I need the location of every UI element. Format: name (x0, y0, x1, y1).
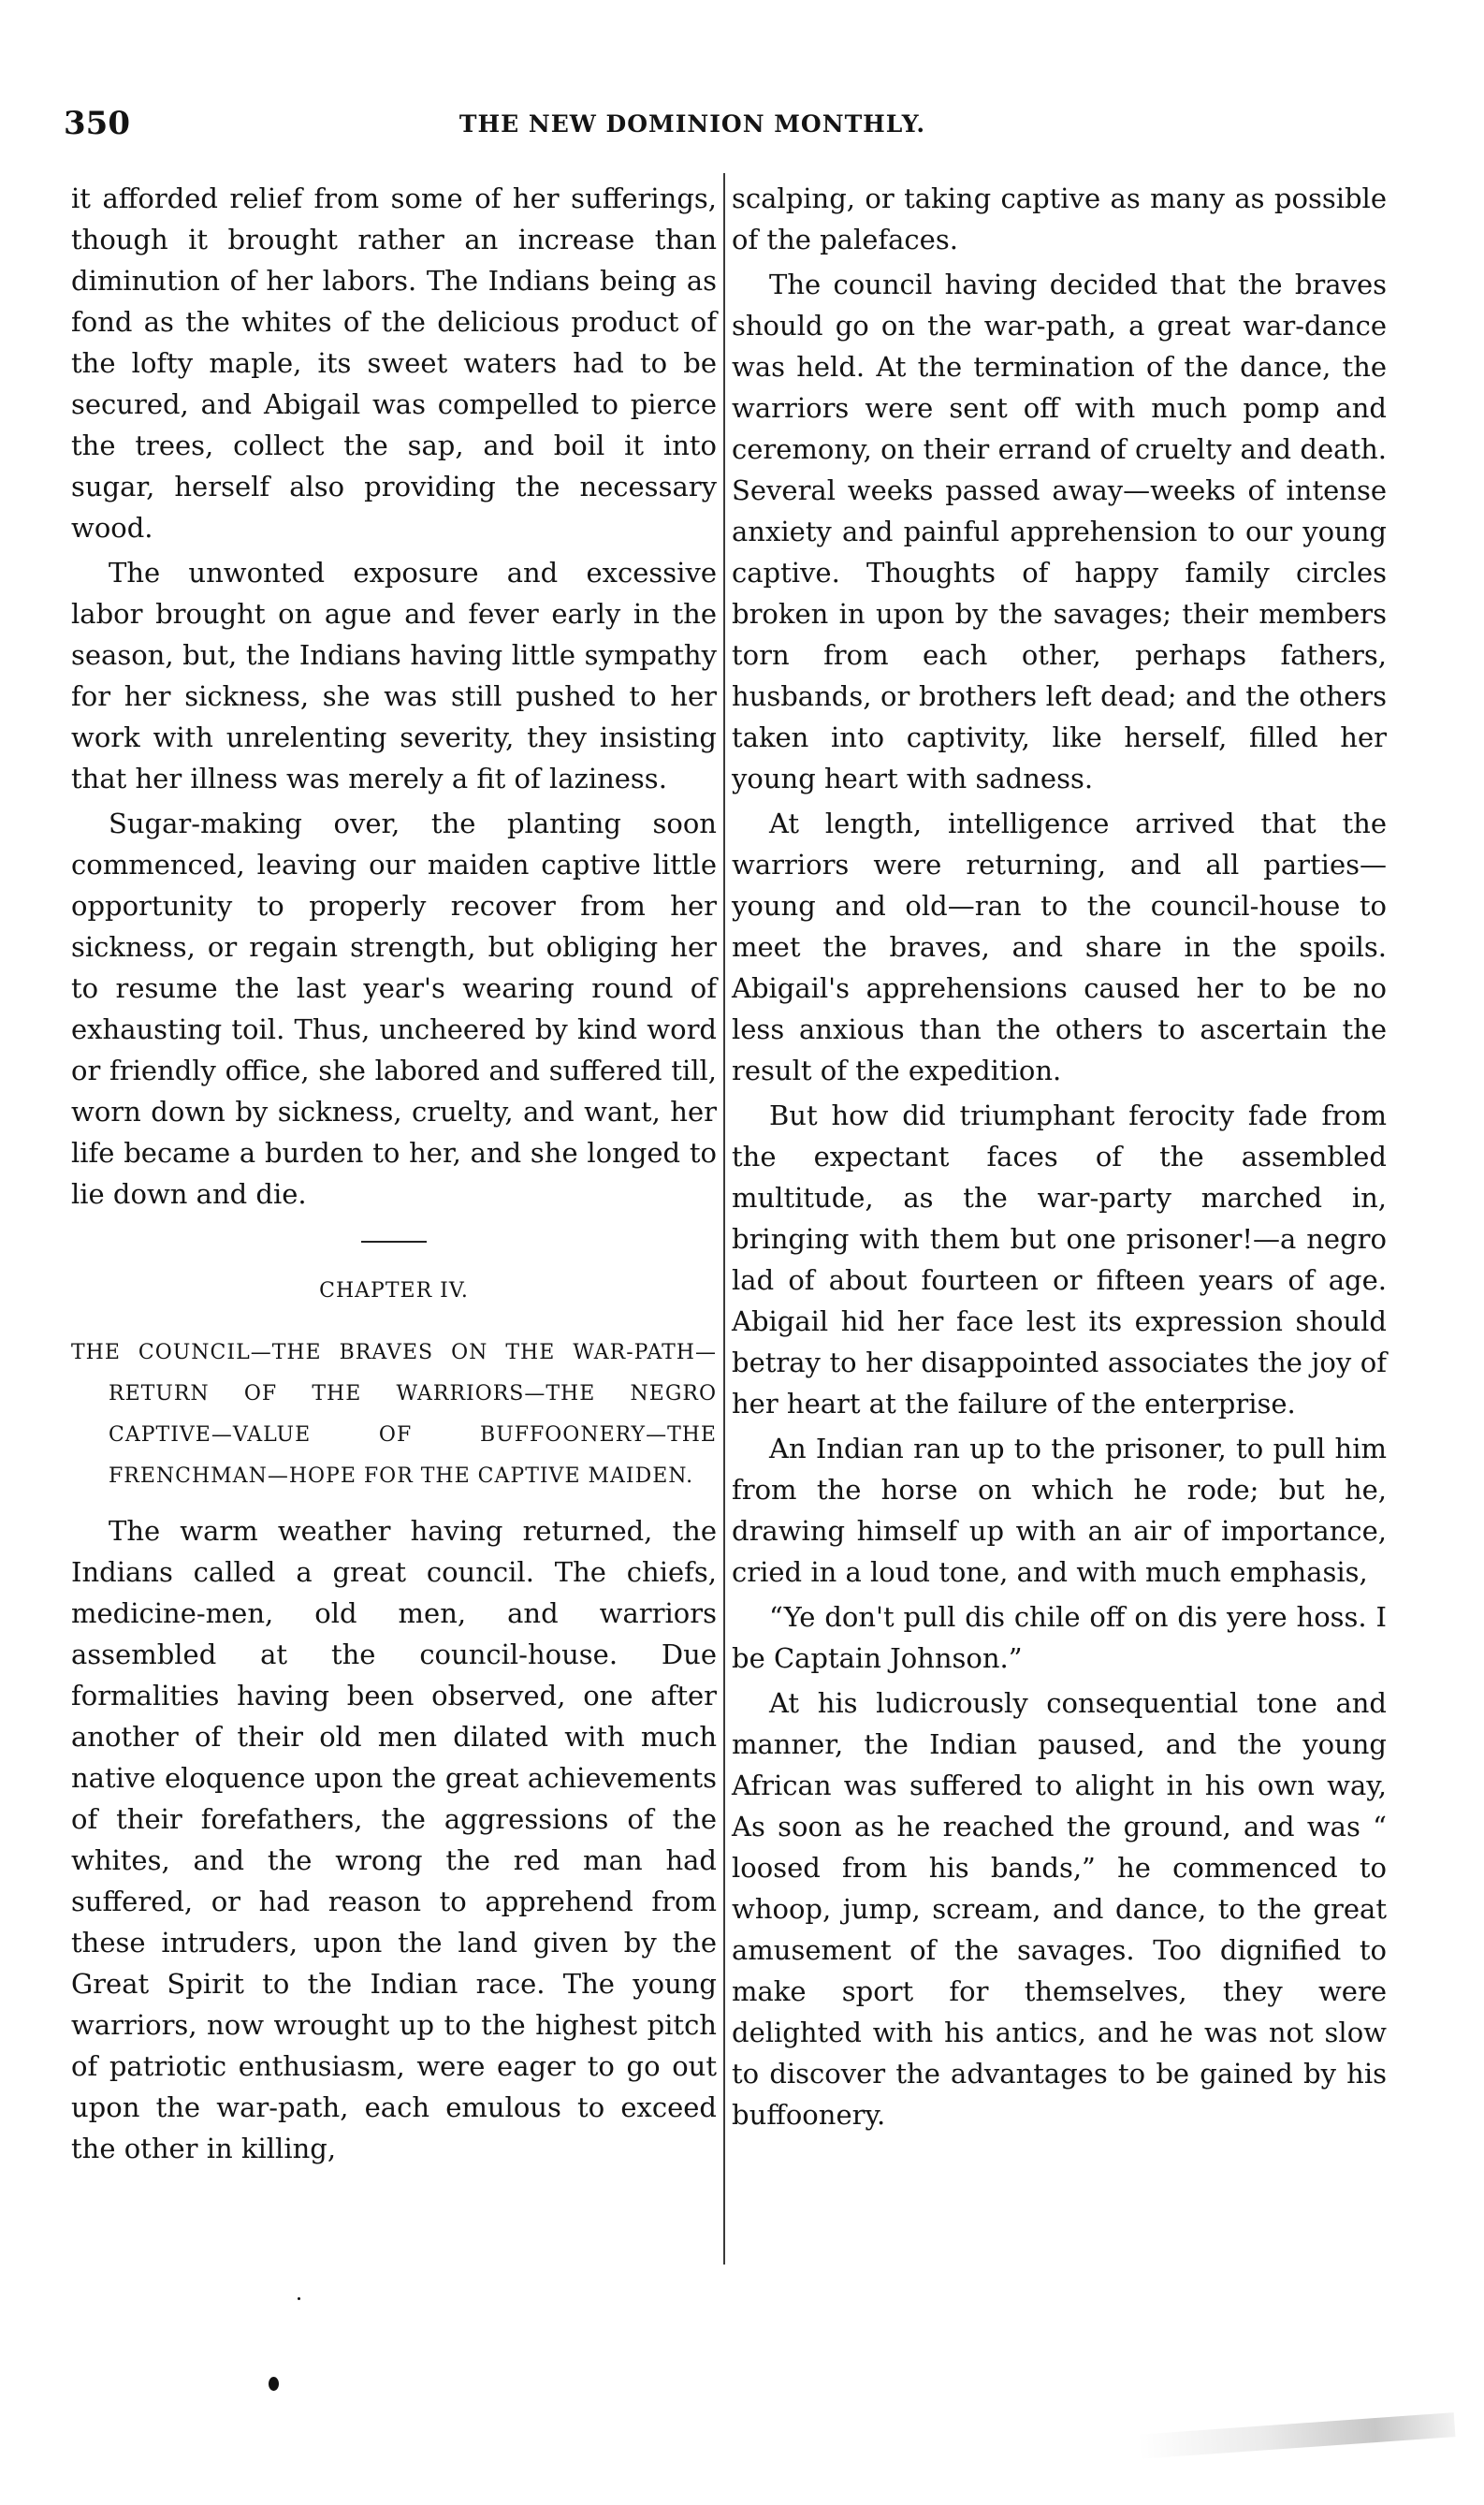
paragraph: The council having decided that the braves should go on the war-path, a great war-dance was held. At the termination of the dance, the warriors were sent off with much pomp and ceremony, on their errand of cruelty and death. Several weeks passed away—weeks of intense anxiety and painful apprehension to our young captive. Thoughts of happy family circles broken in upon by the savages; their members torn from each other, perhaps fathers, husbands, or brothers left dead; and the others taken into captivity, like herself, filled her young heart with sadness. (732, 269, 1387, 794)
paragraph: scalping, or taking captive as many as possible of the palefaces. (732, 182, 1387, 255)
page-number: 350 (64, 105, 130, 142)
section-divider (361, 1241, 427, 1243)
paragraph: An Indian ran up to the prisoner, to pull him from the horse on which he rode; but he, drawing himself up with an air of importance, cried in a loud tone, and with much emphasis, (732, 1433, 1387, 1588)
column-divider (723, 173, 725, 2265)
paragraph: At his ludicrously consequential tone and manner, the Indian paused, and the young African was suffered to alight in his own way, As soon as he reached the ground, and was “ loosed from his bands,” he commenced to whoop, jump, scream, and dance, to the great amusement of the savages. Too dignified to make sport for themselves, they were delighted with his antics, and he was not slow to discover the advantages to be gained by his buffoonery. (732, 1687, 1387, 2131)
chapter-summary: THE COUNCIL—THE BRAVES ON THE WAR-PATH—RETURN OF THE WARRIORS—THE NEGRO CAPTIVE—VALUE OF BUFFOONERY—THE FRENCHMAN—HOPE FOR THE CAPTIVE MAIDEN. (71, 1341, 717, 1488)
right-column (732, 178, 1387, 2139)
ink-speck (298, 2297, 300, 2300)
paragraph: it afforded relief from some of her sufferings, though it brought rather an increase than diminution of her labors. The Indians being as fond as the whites of the delicious product of the lofty maple, its sweet waters had to be secured, and Abigail was compelled to pierce the trees, collect the sap, and boil it into sugar, herself also providing the necessary wood. (71, 182, 717, 544)
left-column (71, 178, 717, 2173)
paragraph: Sugar-making over, the planting soon commenced, leaving our maiden captive little opportunity to properly recover from her sickness, or regain strength, but obliging her to resume the last year's wearing round of exhausting toil. Thus, uncheered by kind word or friendly office, she labored and suffered till, worn down by sickness, cruelty, and want, her life became a burden to her, and she longed to lie down and die. (71, 808, 717, 1210)
running-title: THE NEW DOMINION MONTHLY. (458, 110, 926, 138)
paragraph: At length, intelligence arrived that the warriors were returning, and all parties—young and old—ran to the council-house to meet the braves, and share in the spoils. Abigail's apprehensions caused her to be no less anxious than the others to ascertain the result of the expedition. (732, 808, 1387, 1086)
paragraph: The unwonted exposure and excessive labor brought on ague and fever early in the season, but, the Indians having little sympathy for her sickness, she was still pushed to her work with unrelenting severity, they insisting that her illness was merely a fit of laziness. (71, 557, 717, 794)
ink-speck (269, 2377, 279, 2391)
scan-smudge (1137, 2412, 1456, 2459)
paragraph: The warm weather having returned, the Indians called a great council. The chiefs, medicine-men, old men, and warriors assembled at the council-house. Due formalities having been observed, one after another of their old men dilated with much native eloquence upon the great achievements of their forefathers, the aggressions of the whites, and the wrong the red man had suffered, or had reason to apprehend from these intruders, upon the land given by the Great Spirit to the Indian race. The young warriors, now wrought up to the highest pitch of patriotic enthusiasm, were eager to go out upon the war-path, each emulous to exceed the other in killing, (71, 1515, 717, 2164)
quoted-speech: “Ye don't pull dis chile off on dis yere hoss. I be Captain Johnson.” (732, 1601, 1387, 1674)
chapter-heading: CHAPTER IV. (319, 1279, 469, 1303)
paragraph: But how did triumphant ferocity fade from the expectant faces of the assembled multitude, as the war-party marched in, bringing with them but one prisoner!—a negro lad of about fourteen or fifteen years of age. Abigail hid her face lest its expression should betray to her disappointed associates the joy of her heart at the failure of the enterprise. (732, 1100, 1387, 1420)
